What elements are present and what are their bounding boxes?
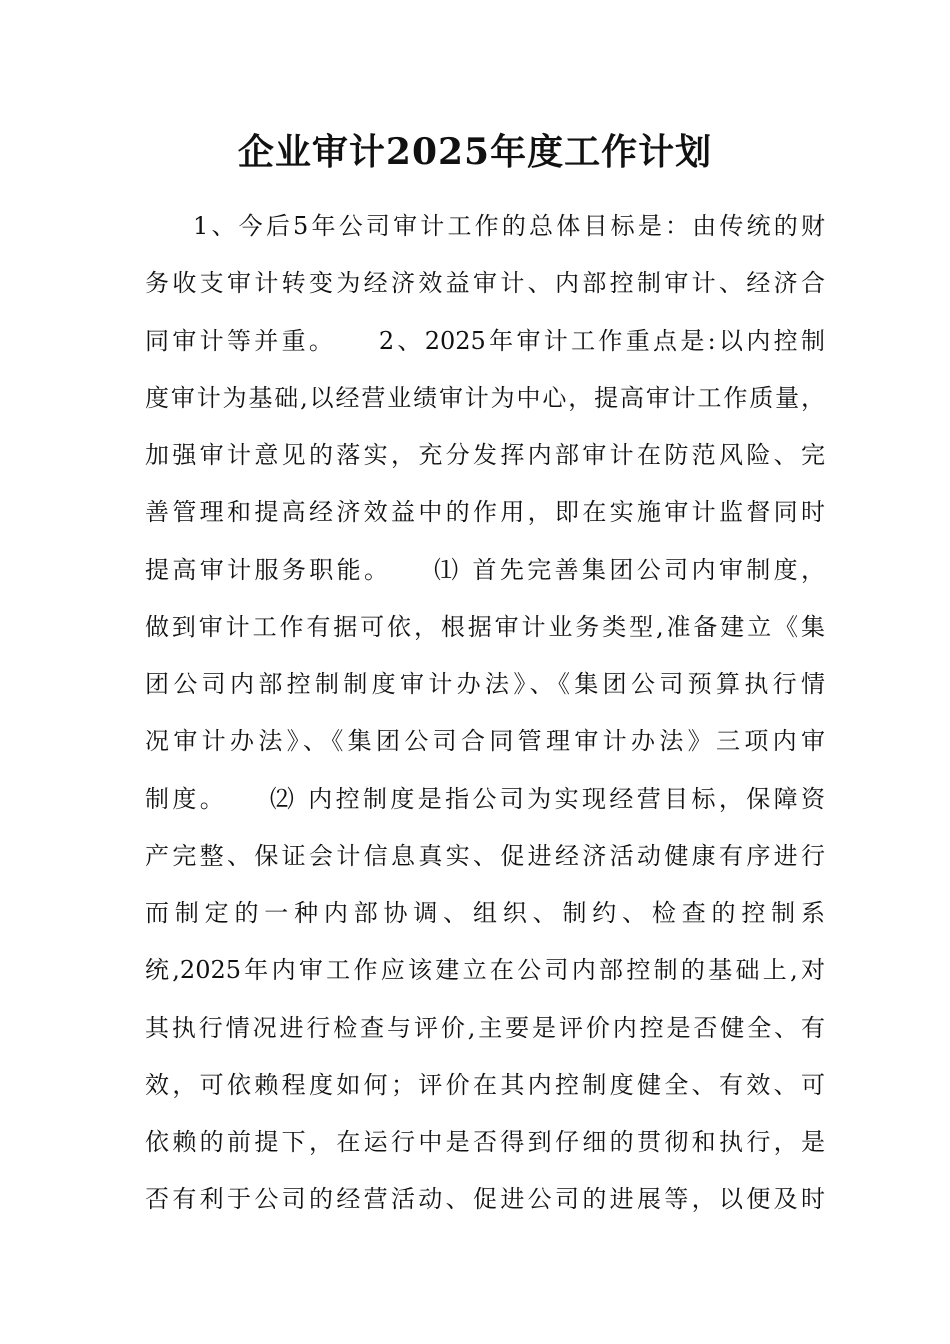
document-body: [145, 198, 825, 1229]
body-line: 否有利于公司的经营活动、促进公司的进展等，以便及时: [145, 1185, 825, 1214]
body-line: 度审计为基础,以经营业绩审计为中心，提高审计工作质量，: [145, 383, 825, 412]
body-line: 善管理和提高经济效益中的作用，即在实施审计监督同时: [145, 498, 825, 527]
body-line: 务收支审计转变为经济效益审计、内部控制审计、经济合: [145, 269, 825, 298]
body-line: 同审计等并重。 2、2025年审计工作重点是:以内控制: [145, 326, 825, 355]
body-line: 提高审计服务职能。 ⑴ 首先完善集团公司内审制度，: [145, 555, 825, 584]
body-line: 况审计办法》、《集团公司合同管理审计办法》三项内审: [145, 727, 825, 756]
body-line: 依赖的前提下，在运行中是否得到仔细的贯彻和执行，是: [145, 1128, 825, 1156]
body-line: 效，可依赖程度如何；评价在其内控制度健全、有效、可: [145, 1070, 825, 1099]
body-line: 做到审计工作有据可依，根据审计业务类型,准备建立《集: [145, 612, 825, 641]
body-line: 1、今后5年公司审计工作的总体目标是：由传统的财: [193, 212, 825, 240]
document-title: 企业审计2025年度工作计划: [237, 131, 713, 173]
body-line: 制度。 ⑵ 内控制度是指公司为实现经营目标，保障资: [145, 784, 825, 813]
body-line: 统,2025年内审工作应该建立在公司内部控制的基础上,对: [145, 956, 825, 985]
body-line: 团公司内部控制制度审计办法》、《集团公司预算执行情: [145, 670, 825, 698]
body-line: 而制定的一种内部协调、组织、制约、检查的控制系: [145, 899, 825, 927]
body-line: 加强审计意见的落实，充分发挥内部审计在防范风险、完: [145, 441, 825, 469]
body-line: 其执行情况进行检查与评价,主要是评价内控是否健全、有: [145, 1013, 825, 1042]
body-line: 产完整、保证会计信息真实、促进经济活动健康有序进行: [145, 841, 825, 870]
